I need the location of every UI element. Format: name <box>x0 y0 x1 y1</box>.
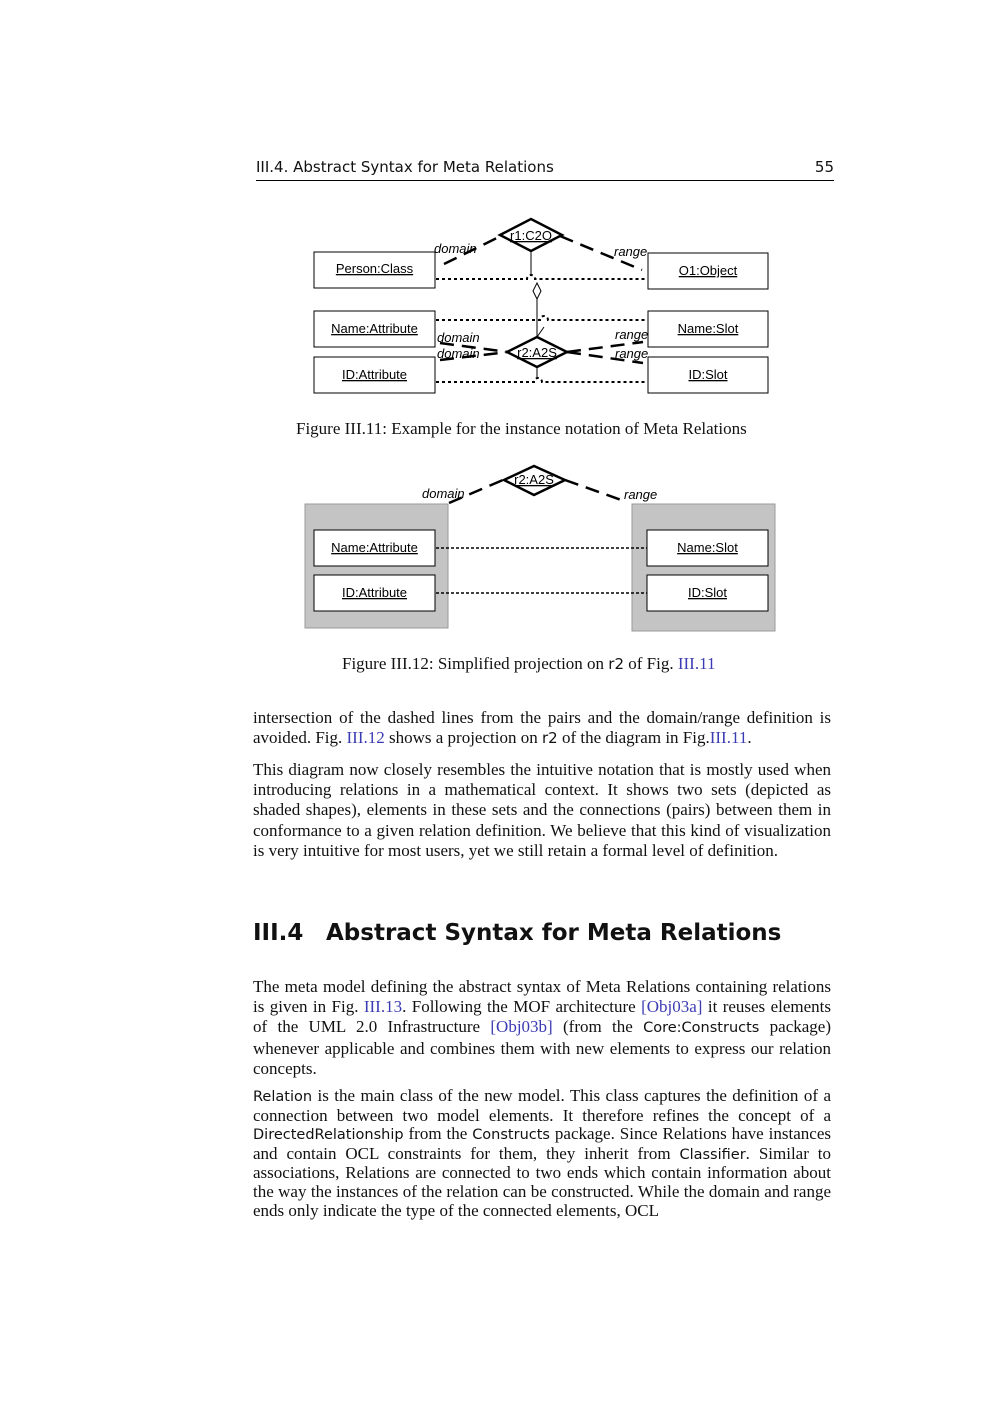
paragraph-4-text-d: . Similar to associations, Relations are connected to two ends which contain information about the way the instances of the relation can be constructed. While the domain and range ends only indicate the type of the connected elements, OCL <box>253 1143 831 1220</box>
paragraph-1-text-b: shows a projection on <box>384 728 542 748</box>
paragraph-3-code-core-constructs: Core:Constructs <box>643 1020 760 1037</box>
paragraph-4-text-a: is the main class of the new model. This class captures the definition of a connection between two model elements. It therefore refines the concept of a <box>253 1086 831 1125</box>
figure-iii-12 <box>0 450 1000 640</box>
p-relation-r2 <box>504 466 565 495</box>
paragraph-4-text-b: from the <box>403 1124 473 1144</box>
p-box-name-attribute-label: Name:Attribute <box>331 540 418 555</box>
page-number: 55 <box>814 158 834 176</box>
box-name-attribute <box>314 311 435 347</box>
paragraph-3 <box>253 977 831 1079</box>
figure-iii-11 <box>0 0 1000 420</box>
paragraph-2: This diagram now closely resembles the intuitive notation that is mostly used when introducing relations in a mathematical context. It shows two sets (depicted as shaded shapes), elements in these sets and the connections (pairs) between them in conformance to a given relation definition. We believe that this kind of visualization is very intuitive for most users, yet we still retain a formal level of definition. <box>253 760 831 860</box>
ref-obj03b[interactable]: [Obj03b] <box>490 1017 553 1037</box>
box-person-class <box>314 252 435 288</box>
figure-iii-12-caption <box>342 654 715 674</box>
ref-obj03a[interactable]: [Obj03a] <box>641 997 703 1017</box>
p-pair-lines <box>436 548 647 593</box>
relation-r1-label: r1:C2O <box>510 228 552 243</box>
figure-iii-12-caption-code: r2 <box>608 655 625 673</box>
figure-iii-12-caption-mid: of Fig. <box>624 654 678 673</box>
label-domain-r1: domain <box>434 241 477 256</box>
section-title: Abstract Syntax for Meta Relations <box>326 920 782 946</box>
box-name-slot-label: Name:Slot <box>677 321 739 336</box>
ref-fig-iii-12[interactable]: III.12 <box>346 728 385 748</box>
paragraph-1-text-c: of the diagram in Fig. <box>557 728 710 748</box>
paragraph-4-text-c: package. Since Relations have instances and contain OCL constraints for them, they inherit from <box>253 1124 831 1163</box>
label-range-r1: range <box>614 244 648 259</box>
box-o1-object <box>648 253 768 289</box>
paragraph-4-code-relation: Relation <box>253 1089 313 1105</box>
p-relation-r2-label: r2:A2S <box>514 472 554 487</box>
relation-r1 <box>500 219 562 251</box>
paragraph-4-code-directedrelationship: DirectedRelationship <box>253 1127 404 1144</box>
ref-fig-iii-13[interactable]: III.13 <box>363 997 403 1017</box>
box-o1-object-label: O1:Object <box>678 263 738 278</box>
paragraph-3-text-a: The meta model defining the abstract syntax of Meta Relations containing relations is given in Fig. <box>253 977 831 1017</box>
box-id-slot-label: ID:Slot <box>688 367 728 382</box>
paragraph-3-text-e: package) whenever applicable and combines them with new elements to express our relation concepts. <box>253 1017 831 1078</box>
label-range-r2-name: range <box>615 327 649 342</box>
label-range-r2-id: range <box>615 346 649 361</box>
paragraph-3-text-d: (from the <box>552 1017 644 1037</box>
paragraph-1-text-d: . <box>747 728 752 748</box>
paragraph-1-code-r2: r2 <box>541 729 558 748</box>
paragraph-3-text-c: it reuses elements of the UML 2.0 Infrastructure <box>253 997 831 1037</box>
relation-r2-label: r2:A2S <box>517 345 557 360</box>
p-box-id-attribute <box>314 575 435 611</box>
paragraph-4-code-classifier: Classifier <box>679 1146 746 1163</box>
box-person-class-label: Person:Class <box>335 261 414 276</box>
ref-fig-iii-11[interactable]: III.11 <box>709 728 748 748</box>
p-box-id-slot <box>647 575 768 611</box>
box-id-slot <box>648 357 768 393</box>
label-domain-r2-id: domain <box>437 346 480 361</box>
box-id-attribute <box>314 357 435 393</box>
range-set <box>632 504 775 631</box>
p-label-domain: domain <box>422 486 465 501</box>
p-box-name-attribute <box>314 530 435 566</box>
p-box-name-slot-label: Name:Slot <box>677 540 738 555</box>
paragraph-1-text-a: intersection of the dashed lines from the pairs and the domain/range definition is avoided. Fig. <box>253 708 831 748</box>
relation-r2 <box>507 337 567 367</box>
box-id-attribute-label: ID:Attribute <box>341 367 408 382</box>
p-box-id-slot-label: ID:Slot <box>687 585 728 600</box>
figure-iii-12-caption-ref[interactable]: III.11 <box>677 654 716 673</box>
box-name-attribute-label: Name:Attribute <box>331 321 418 336</box>
p-box-id-attribute-label: ID:Attribute <box>341 585 408 600</box>
box-name-slot <box>648 311 768 347</box>
section-heading <box>253 920 831 946</box>
running-title: III.4. Abstract Syntax for Meta Relations <box>256 158 554 176</box>
paragraph-3-text-b: . Following the MOF architecture <box>402 997 642 1017</box>
figure-iii-12-caption-prefix: Figure III.12: Simplified projection on <box>342 654 609 673</box>
label-domain-r2-name: domain <box>437 330 480 345</box>
paragraph-4-code-constructs: Constructs <box>472 1127 550 1144</box>
p-box-name-slot <box>647 530 768 566</box>
section-number: III.4 <box>253 920 304 946</box>
paragraph-4 <box>253 1087 831 1220</box>
figure-iii-11-caption: Figure III.11: Example for the instance notation of Meta Relations <box>296 419 747 438</box>
p-label-range: range <box>624 487 658 502</box>
paragraph-1 <box>253 708 831 748</box>
